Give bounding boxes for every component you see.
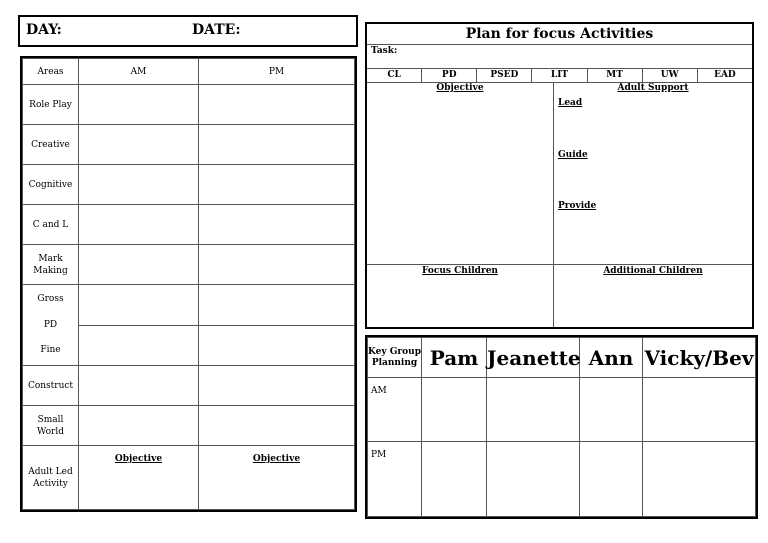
day-label: DAY: <box>26 22 62 38</box>
cell-jeanette-am[interactable] <box>487 378 580 442</box>
task-label: Task: <box>371 46 398 56</box>
support-provide: Provide <box>558 201 597 211</box>
name-vicky-bev: Vicky/Bev <box>643 338 756 378</box>
cell-jeanette-pm[interactable] <box>487 442 580 517</box>
adult-support-panel[interactable] <box>554 82 752 265</box>
header-pm: PM <box>199 59 355 85</box>
area-cl[interactable]: CL <box>367 68 422 82</box>
name-pam: Pam <box>422 338 487 378</box>
pm-objective-label: Objective <box>252 454 301 464</box>
row-adult-led-activity: Adult Led Activity <box>23 446 79 510</box>
cell-vicky-bev-am[interactable] <box>643 378 756 442</box>
cell-am-fine[interactable] <box>79 326 198 365</box>
cell-pm-fine[interactable] <box>199 326 354 365</box>
area-ead[interactable]: EAD <box>714 70 736 80</box>
cell-am-gross[interactable] <box>79 285 198 326</box>
cell-ann-am[interactable] <box>580 378 643 442</box>
header-am: AM <box>79 59 199 85</box>
support-guide: Guide <box>558 150 588 160</box>
objective-heading: Objective <box>436 83 484 93</box>
task-field[interactable] <box>367 44 752 69</box>
row-c-and-l: C and L <box>23 205 79 245</box>
cell-am-adult-led[interactable] <box>79 446 199 510</box>
area-uw[interactable]: UW <box>643 68 698 82</box>
am-objective-label: Objective <box>114 454 163 464</box>
session-pm <box>368 442 422 517</box>
cell-am-creative[interactable] <box>79 125 199 165</box>
cell-pam-am[interactable] <box>422 378 487 442</box>
key-group-header: Key Group Planning <box>368 338 422 378</box>
additional-children-heading: Additional Children <box>603 266 703 276</box>
name-ann: Ann <box>580 338 643 378</box>
areas-table <box>20 56 357 512</box>
date-label: DATE: <box>192 22 241 38</box>
cell-pm-role-play[interactable] <box>199 85 355 125</box>
cell-pm-c-and-l[interactable] <box>199 205 355 245</box>
label-gross: Gross <box>37 294 64 304</box>
cell-pm-creative[interactable] <box>199 125 355 165</box>
session-am <box>368 378 422 442</box>
row-small-world: Small World <box>23 406 79 446</box>
cell-pm-mark-making[interactable] <box>199 245 355 285</box>
row-gross-pd-fine <box>23 285 79 366</box>
cell-am-cognitive[interactable] <box>79 165 199 205</box>
cell-pm-gross[interactable] <box>199 285 354 326</box>
session-pm-label: PM <box>371 450 387 460</box>
cell-am-construct[interactable] <box>79 366 199 406</box>
area-pd[interactable]: PD <box>422 68 477 82</box>
row-role-play: Role Play <box>23 85 79 125</box>
cell-pm-cognitive[interactable] <box>199 165 355 205</box>
additional-children-panel[interactable] <box>554 265 752 327</box>
area-lit[interactable]: LIT <box>532 68 587 82</box>
row-creative: Creative <box>23 125 79 165</box>
key-group-table <box>365 335 758 519</box>
cell-am-mark-making[interactable] <box>79 245 199 285</box>
focus-plan-title: Plan for focus Activities <box>367 26 752 45</box>
session-am-label: AM <box>371 386 387 396</box>
cell-pam-pm[interactable] <box>422 442 487 517</box>
support-lead: Lead <box>558 98 583 108</box>
label-pd: PD <box>43 320 58 330</box>
objective-panel[interactable] <box>367 82 554 265</box>
cell-ann-pm[interactable] <box>580 442 643 517</box>
row-mark-making: Mark Making <box>23 245 79 285</box>
focus-plan-box <box>365 22 754 329</box>
label-fine: Fine <box>40 345 61 355</box>
focus-children-heading: Focus Children <box>422 266 498 276</box>
name-jeanette: Jeanette <box>487 338 580 378</box>
cell-vicky-bev-pm[interactable] <box>643 442 756 517</box>
learning-areas-row <box>367 68 752 83</box>
adult-support-heading: Adult Support <box>617 83 689 93</box>
cell-am-role-play[interactable] <box>79 85 199 125</box>
row-cognitive: Cognitive <box>23 165 79 205</box>
cell-pm-gross-fine[interactable] <box>199 285 355 366</box>
cell-am-c-and-l[interactable] <box>79 205 199 245</box>
day-date-box <box>18 15 358 47</box>
cell-am-gross-fine[interactable] <box>79 285 199 366</box>
cell-am-small-world[interactable] <box>79 406 199 446</box>
row-construct: Construct <box>23 366 79 406</box>
header-areas: Areas <box>23 59 79 85</box>
focus-children-panel[interactable] <box>367 265 554 327</box>
cell-pm-adult-led[interactable] <box>199 446 355 510</box>
area-mt[interactable]: MT <box>588 68 643 82</box>
cell-pm-small-world[interactable] <box>199 406 355 446</box>
area-psed[interactable]: PSED <box>477 68 532 82</box>
cell-pm-construct[interactable] <box>199 366 355 406</box>
